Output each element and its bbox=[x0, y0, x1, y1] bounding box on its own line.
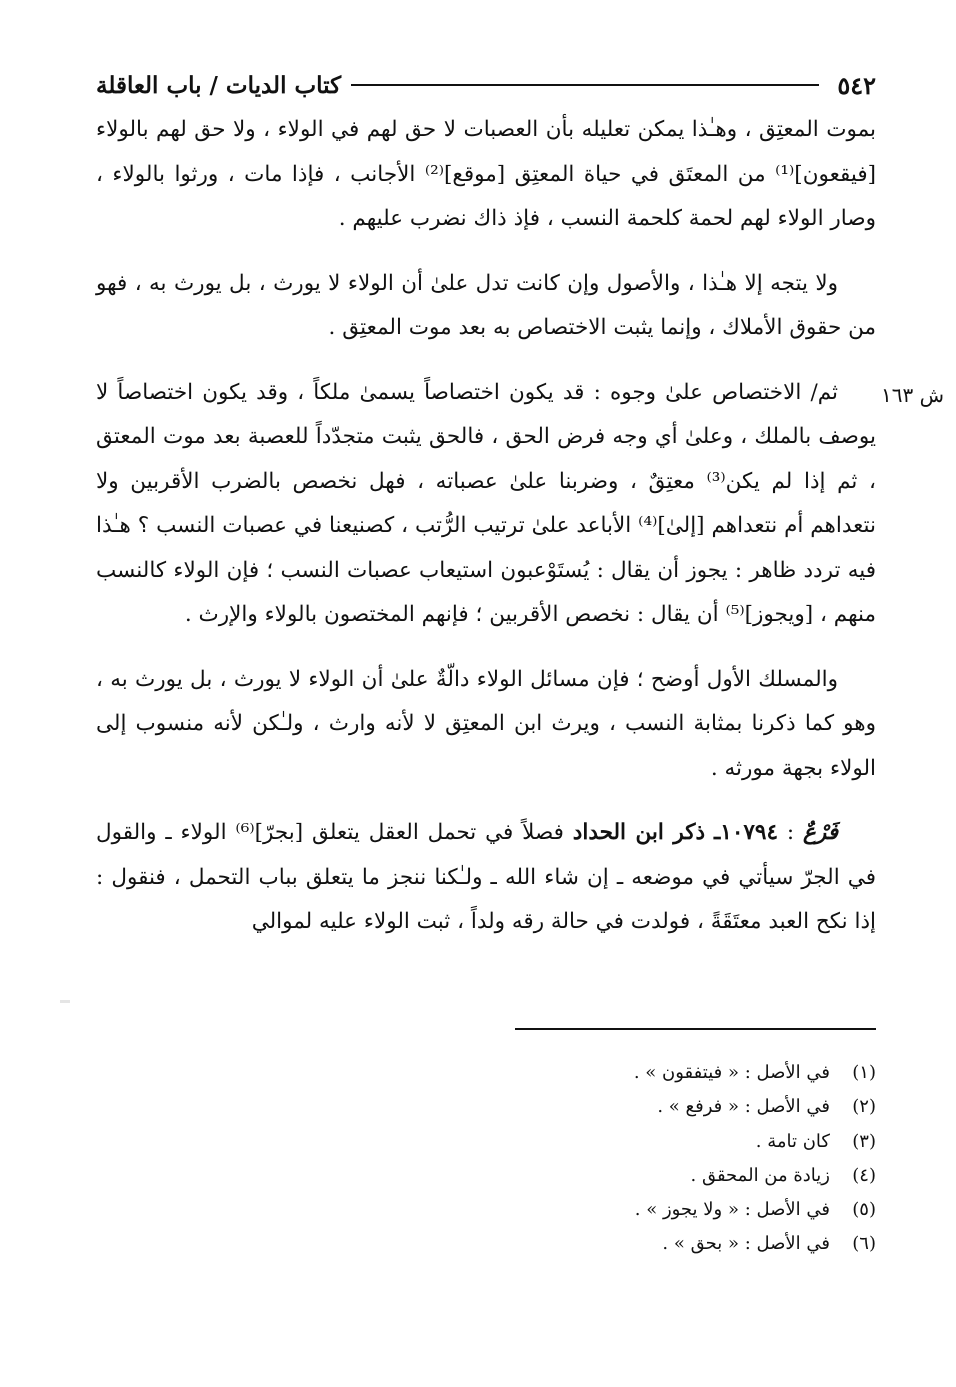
footnotes bbox=[376, 1056, 876, 1262]
issue-number: ١٠٧٩٤ـ bbox=[713, 820, 779, 845]
paragraph-2: ولا يتجه إلا هـٰذا ، والأصول وإن كانت تدل علىٰ أن الولاء لا يورث ، بل يورث به ، فهو من حقوق الأملاك ، وإنما يثبت الاختصاص به بعد موت المعتِق . bbox=[96, 270, 876, 340]
footnote bbox=[376, 1227, 876, 1261]
far-paragraph: فَرْعٌ : ١٠٧٩٤ـ ذكر ابن الحداد فصلاً في تحمل العقل يتعلق [بجرّ]⁽⁶⁾ الولاء ـ والقول في الجرّ سيأتي في موضعه ـ إن شاء الله ـ ولـٰكنا ننجز ما يتعلق بباب التحمل ، فنقول : إذا نكح العبد معتَقَةً ، فولدت في حالة رقه ولداً ، ثبت الولاء عليه لموالي bbox=[96, 820, 876, 934]
footnote-number: (٦) bbox=[852, 1233, 876, 1255]
footnote bbox=[376, 1090, 876, 1124]
footnote-text: في الأصل : « بحق » . bbox=[662, 1233, 830, 1255]
footnote-number: (٥) bbox=[852, 1199, 876, 1221]
issue-author: ذكر ابن الحداد bbox=[572, 820, 706, 845]
footnote-text: كان تامة . bbox=[755, 1130, 830, 1152]
footnote bbox=[376, 1159, 876, 1193]
header-rule bbox=[351, 84, 819, 86]
page-number: ٥٤٢ bbox=[837, 70, 876, 100]
paragraph-1: بموت المعتِق ، وهـٰذا يمكن تعليله بأن العصبات لا حق لهم في الولاء ، ولا حق لهم بالولاء [فيقعون]⁽¹⁾ من المعتَق في حياة المعتِق [موقع]⁽²⁾ الأجانب ، فإذا مات ، ورثوا بالولاء ، وصار الولاء لهم لحمة كلحمة النسب ، فإذ ذاك نضرب عليهم . bbox=[96, 117, 876, 231]
footnote-text: زيادة من المحقق . bbox=[690, 1164, 830, 1186]
far-label: فَرْعٌ bbox=[803, 820, 838, 845]
footnote-text: في الأصل : « فيتفقون » . bbox=[633, 1062, 830, 1083]
footnote-rule bbox=[515, 1028, 876, 1030]
footnote-text: في الأصل : « فرفع » . bbox=[657, 1096, 830, 1118]
paragraph-4: والمسلك الأول أوضح ؛ فإن مسائل الولاء دالّةٌ علىٰ أن الولاء لا يورث ، بل يورث به ، وهو كما ذكرنا بمثابة النسب ، ويرث ابن المعتِق لا لأنه وارث ، ولـٰكن لأنه منسوب إلى الولاء بجهة مورثه . bbox=[96, 666, 876, 781]
footnote-number: (١) bbox=[852, 1062, 876, 1083]
footnote-number: (٣) bbox=[852, 1130, 876, 1152]
page-body bbox=[96, 62, 876, 965]
issue-text: فصلاً في تحمل العقل يتعلق [بجرّ]⁽⁶⁾ الولاء ـ والقول في الجرّ سيأتي في موضعه ـ إن شاء الله ـ ولـٰكنا ننجز ما يتعلق بباب التحمل ، فنقول : إذا نكح العبد معتَقَةً ، فولدت في حالة رقه ولداً ، ثبت الولاء عليه لموالي bbox=[96, 820, 876, 934]
header-title: كتاب الديات / باب العاقلة bbox=[96, 71, 342, 99]
footnote bbox=[376, 1125, 876, 1159]
running-header bbox=[96, 62, 876, 108]
margin-note: ش ١٦٣ bbox=[880, 383, 944, 407]
footnote bbox=[376, 1056, 876, 1090]
footnote bbox=[376, 1193, 876, 1227]
footnote-number: (٤) bbox=[852, 1164, 876, 1186]
footnote-text: في الأصل : « ولا يجوز » . bbox=[634, 1199, 830, 1221]
scan-mark bbox=[60, 1000, 70, 1003]
paragraph-3: ثم/ الاختصاص علىٰ وجوه : قد يكون اختصاصاً يسمىٰ ملكاً ، وقد يكون اختصاصاً لا يوصف بالملك ، وعلىٰ أي وجه فرض الحق ، فالحق يثبت متجدّداً للعصبة بعد موت المعتق ، ثم إذا لم يكن⁽³⁾ معتِقٌ ، وضربنا علىٰ عصباته ، فهل نخصص بالضرب الأقربين ولا نتعداهم أم نتعداهم [إلىٰ]⁽⁴⁾ الأباعد علىٰ ترتيب الرُّتب ، كصنيعنا في عصبات النسب ؟ هـٰذا فيه تردد ظاهر : يجوز أن يقال : يُستَوْعبون استيعاب عصبات النسب ؛ فإن الولاء كالنسب منهم ، [ويجوز]⁽⁵⁾ أن يقال : نخصص الأقربين ؛ فإنهم المختصون بالولاء والإرث . bbox=[96, 379, 876, 627]
footnote-number: (٢) bbox=[852, 1096, 876, 1118]
